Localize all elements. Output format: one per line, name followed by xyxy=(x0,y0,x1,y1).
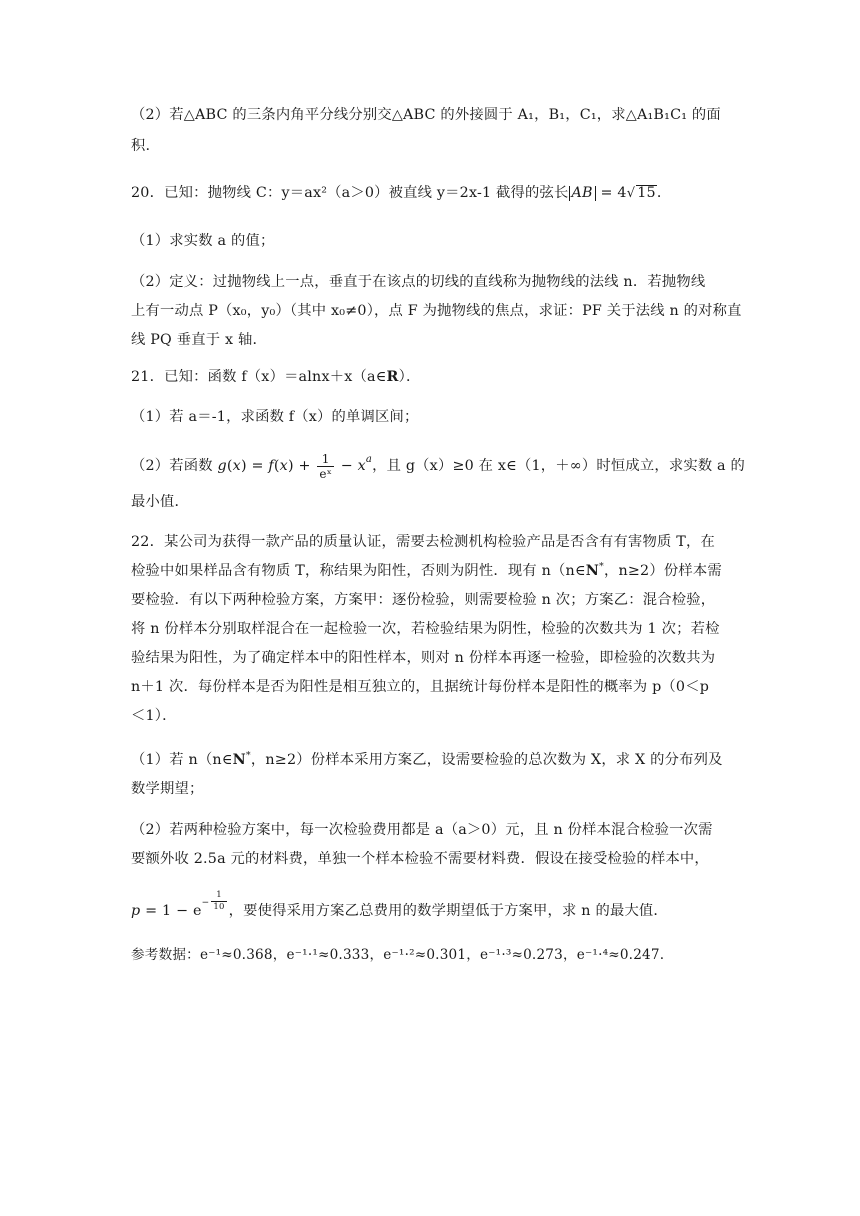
g-of-x-formula: g(x) = f(x) + $\frac{1}{\text{eˣ}}$ − xa xyxy=(217,451,373,481)
p22-q1-line2: 数学期望； xyxy=(131,781,204,797)
p22-line3: 要检验．有以下两种检验方案，方案甲：逐份检验，则需要检验 n 次；方案乙：混合检验， xyxy=(131,592,716,608)
p21-q2-line2: 最小值． xyxy=(131,494,189,510)
sqrt-15: 15 xyxy=(637,185,656,201)
p22-q2-line2: 要额外收 2.5a 元的材料费，单独一个样本检验不需要材料费．假设在接受检验的样本中， xyxy=(131,851,709,867)
p20-q2-line2: 上有一动点 P（x₀，y₀）（其中 x₀≠0），点 F 为抛物线的焦点，求证：PF 关于法线 n 的对称直 xyxy=(131,303,742,319)
p22-line7: ＜1）． xyxy=(131,708,177,724)
p20-q1: （1）求实数 a 的值； xyxy=(131,233,275,249)
p19-q2-line2: 积. xyxy=(131,138,151,154)
p19-q2-line1: （2）若△ABC 的三条内角平分线分别交△ABC 的外接圆于 A₁，B₁，C₁，求△A₁B₁C₁ 的面 xyxy=(131,107,721,123)
reference-data: 参考数据：e⁻¹≈0.368，e⁻¹·¹≈0.333，e⁻¹·²≈0.301，e⁻¹·³≈0.273，e⁻¹·⁴≈0.247. xyxy=(131,947,665,963)
ref-item: e⁻¹·³≈0.273 xyxy=(480,947,563,963)
ref-item: e⁻¹·⁴≈0.247 xyxy=(576,947,660,963)
p21-q2-line1: （2）若函数 g(x) = f(x) + $\frac{1}{\text{eˣ}}$ − xa，且 g（x）≥0 在 x∈（1，＋∞）时恒成立，求实数 a 的 xyxy=(131,451,746,481)
p22-line1: 22．某公司为获得一款产品的质量认证，需要去检测机构检验产品是否含有有害物质 T，在 xyxy=(131,534,715,550)
p20-stem: 20．已知：抛物线 C：y＝ax²（a＞0）被直线 y＝2x-1 截得的弦长 AB = 4√ 15． xyxy=(131,185,672,201)
fraction-one-over-ex: $\frac{1}{\text{eˣ}}$ xyxy=(319,451,332,481)
ref-item: e⁻¹≈0.368 xyxy=(199,947,273,963)
ref-item: e⁻¹·¹≈0.333 xyxy=(286,947,370,963)
p22-line6: n＋1 次．每份样本是否为阳性是相互独立的，且据统计每份样本是阳性的概率为 p（0＜p xyxy=(131,679,710,695)
p20-q2-line3: 线 PQ 垂直于 x 轴． xyxy=(131,332,267,348)
p22-line2: 检验中如果样品含有物质 T，称结果为阳性，否则为阴性．现有 n（n∈N*，n≥2）份样本需 xyxy=(131,561,722,579)
p20-q2-line1: （2）定义：过抛物线上一点，垂直于在该点的切线的直线称为抛物线的法线 n．若抛物线 xyxy=(131,274,706,290)
chord-length-abs: AB xyxy=(569,186,596,201)
p-formula: p = 1 − e− $\frac{1}{10}$ xyxy=(131,890,225,919)
p22-q2-line1: （2）若两种检验方案中，每一次检验费用都是 a（a＞0）元，且 n 份样本混合检验一次需 xyxy=(131,822,713,838)
ref-item: e⁻¹·²≈0.301 xyxy=(383,947,467,963)
p21-q1: （1）若 a＝-1，求函数 f（x）的单调区间； xyxy=(131,409,419,425)
p22-line4: 将 n 份样本分别取样混合在一起检验一次，若检验结果为阴性，检验的次数共为 1 次；若检 xyxy=(131,621,720,637)
p22-q1-line1: （1）若 n（n∈N*，n≥2）份样本采用方案乙，设需要检验的总次数为 X，求 X 的分布列及 xyxy=(131,750,723,768)
p21-stem: 21．已知：函数 f（x）＝alnx＋x（a∈R）． xyxy=(131,369,421,385)
p22-line5: 验结果为阳性，为了确定样本中的阳性样本，则对 n 份样本再逐一检验，即检验的次数共为 xyxy=(131,650,716,666)
p22-q2-line3: p = 1 − e− $\frac{1}{10}$ ，要使得采用方案乙总费用的数学期望低于方案甲，求 n 的最大值． xyxy=(131,890,668,919)
